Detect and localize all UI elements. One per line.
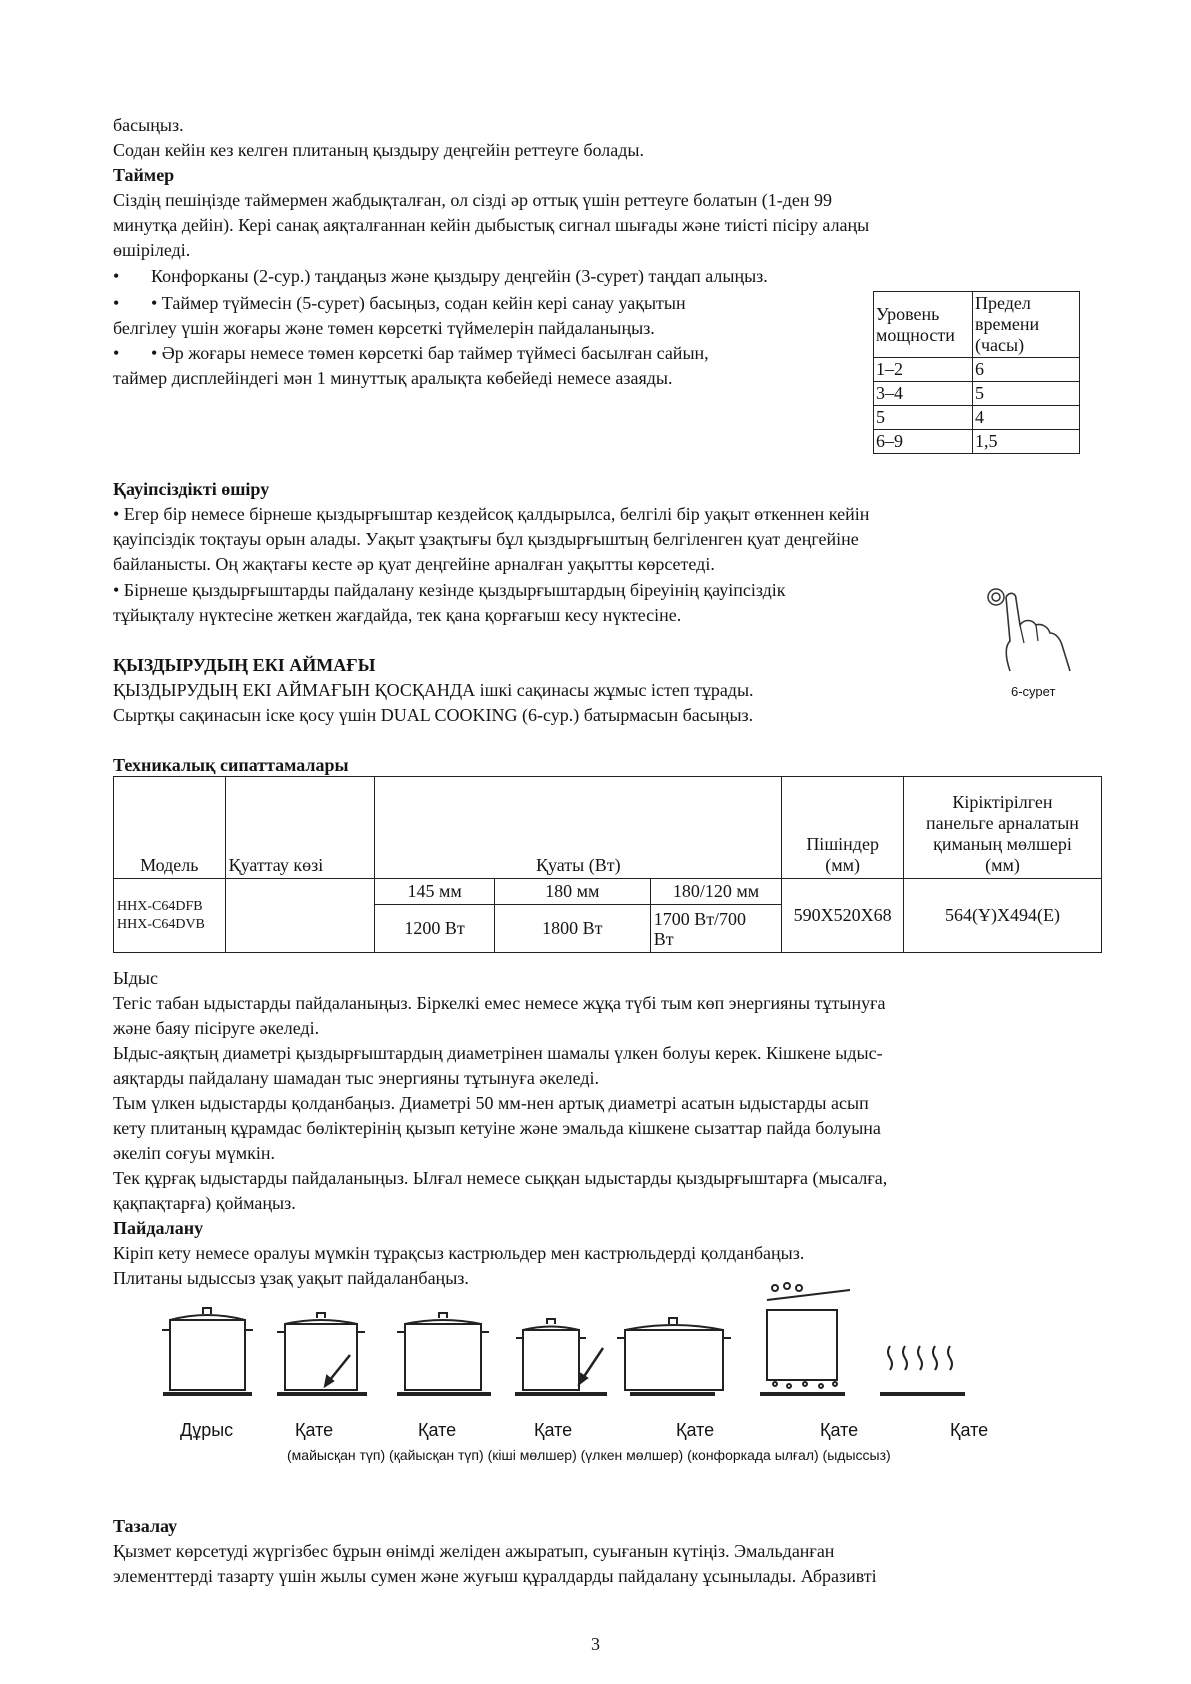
spec-size-cell: 145 мм [375, 879, 495, 905]
table-cell: 4 [973, 406, 1080, 430]
pot-label-3: Қате [418, 1420, 457, 1440]
usage-text-2: Плитаны ыдыссыз ұзақ уақыт пайдаланбаңыз. [113, 1268, 469, 1288]
spec-header-power: Қуаты (Вт) [375, 777, 782, 879]
bullet-mark: • [113, 343, 120, 363]
usage-heading: Пайдалану [113, 1218, 204, 1238]
cleaning-text-2: элементтерді тазарту үшін жылы сумен және жуғыш құралдарды пайдалану ұсынылады. Абразивті [113, 1566, 877, 1586]
spec-power-cell: 1200 Вт [375, 905, 495, 953]
pot-label-1: Дұрыс [180, 1420, 234, 1440]
intro-line-1: басыңыз. [113, 115, 184, 135]
timer-text-2: минутқа дейін). Кері санақ аяқталғаннан кейін дыбыстық сигнал шығады және тиісті пісіру алаңы [113, 215, 870, 235]
safety-text-5: тұйықталу нүктесіне жеткен жағдайда, тек қана қорғағыш кесу нүктесіне. [113, 605, 682, 625]
table-row [114, 777, 1102, 879]
spec-cutout-cell: 564(Ұ)Х494(Е) [903, 879, 1101, 953]
table-header-cell: Предел времени (часы) [973, 292, 1080, 358]
spec-heading: Техникалық сипаттамалары [113, 755, 349, 775]
safety-text-4: • Бірнеше қыздырғыштарды пайдалану кезінде қыздырғыштардың біреуінің қауіпсіздік [113, 580, 786, 600]
pot-label-4: Қате [534, 1420, 573, 1440]
cleaning-heading: Тазалау [113, 1516, 178, 1536]
pot-small-size-icon [515, 1319, 607, 1394]
page-number: 3 [591, 1634, 600, 1654]
table-row [874, 430, 1080, 454]
pot-label-6: Қате [820, 1420, 859, 1440]
table-cell: 6–9 [874, 430, 973, 454]
table-row [114, 879, 1102, 905]
timer-bullet-3-text: • Әр жоғары немесе төмен көрсеткі бар таймер түймесі басылған сайын, [151, 343, 709, 363]
table-row [874, 358, 1080, 382]
timer-bullet-2 [113, 291, 686, 316]
spec-table [113, 776, 1102, 953]
cookware-illustration [155, 1280, 1055, 1415]
spec-header-cutout: Кіріктірілген панельге арналатын қиманың мөлшері (мм) [903, 777, 1101, 879]
spec-power-source-cell [225, 879, 375, 953]
spec-dims-cell: 590Х520Х68 [782, 879, 904, 953]
finger-press-icon [980, 583, 1100, 673]
spec-header-dims: Пішіндер (мм) [782, 777, 904, 879]
timer-bullet-2-cont: белгілеу үшін жоғары және төмен көрсеткі түймелерін пайдаланыңыз. [113, 318, 655, 338]
safety-heading: Қауіпсіздікті өшіру [113, 479, 270, 499]
intro-line-2: Содан кейін кез келген плитаның қыздыру деңгейін реттеуге болады. [113, 140, 645, 160]
safety-text-1: • Егер бір немесе бірнеше қыздырғыштар кездейсоқ қалдырылса, белгілі бір уақыт өткеннен кейін [113, 504, 870, 524]
cookware-text-9: қақпақтарға) қоймаңыз. [113, 1193, 296, 1213]
pot-label-5: Қате [676, 1420, 715, 1440]
cookware-text-1: Тегіс табан ыдыстарды пайдаланыңыз. Біркелкі емес немесе жұқа түбі тым көп энергияны тұтынуға [113, 993, 886, 1013]
usage-text-1: Кіріп кету немесе оралуы мүмкін тұрақсыз кастрюльдер мен кастрюльдерді қолданбаңыз. [113, 1243, 805, 1263]
table-cell: 6 [973, 358, 1080, 382]
burner-empty-icon [880, 1346, 965, 1394]
table-row [874, 382, 1080, 406]
pot-large-size-icon [617, 1318, 731, 1394]
pot-warped-bottom-icon [277, 1313, 367, 1394]
timer-bullet-3-cont: таймер дисплейіндегі мән 1 минуттық аралықта көбейеді немесе азаяды. [113, 368, 673, 388]
table-row [874, 292, 1080, 358]
spec-power-cell: 1800 Вт [494, 905, 650, 953]
timer-text-3: өшіріледі. [113, 240, 191, 260]
timer-heading: Таймер [113, 165, 175, 185]
dual-text-2: Сыртқы сақинасын іске қосу үшін DUAL COOKING (6-сур.) батырмасын басыңыз. [113, 705, 754, 725]
pot-notes: (майысқан түп) (қайысқан түп) (кіші мөлшер) (үлкен мөлшер) (конфоркада ылғал) (ыдыссыз) [287, 1447, 891, 1463]
pot-correct-icon [162, 1308, 253, 1394]
spec-power-cell: 1700 Вт/700 Вт [650, 905, 782, 953]
cookware-text-5: Тым үлкен ыдыстарды қолданбаңыз. Диаметрі 50 мм-нен артық диаметрі асатын ыдыстарды асып [113, 1093, 869, 1113]
table-cell: 1–2 [874, 358, 973, 382]
figure-6-caption: 6-сурет [1011, 684, 1056, 699]
pot-bent-bottom-icon [397, 1313, 491, 1394]
timer-bullet-1-text: Конфорканы (2-сур.) таңдаңыз және қыздыру деңгейін (3-сурет) таңдап алыңыз. [151, 266, 768, 286]
safety-text-2: қауіпсіздік тоқтауы орын алады. Уақыт ұзақтығы бұл қыздырғыштың белгіленген қуат деңгейіне [113, 529, 859, 549]
cookware-text-2: және баяу пісіруге әкеледі. [113, 1018, 320, 1038]
cleaning-text-1: Қызмет көрсетуді жүргізбес бұрын өнімді желіден ажыратып, суығанын күтіңіз. Эмальданған [113, 1541, 835, 1561]
spec-header-model: Модель [114, 777, 226, 879]
table-row [874, 406, 1080, 430]
timer-text-1: Сіздің пешіңізде таймермен жабдықталған, ол сізді әр оттық үшін реттеуге болатын (1-ден 99 [113, 190, 832, 210]
table-cell: 3–4 [874, 382, 973, 406]
cookware-heading: Ыдыс [113, 968, 158, 988]
spec-size-cell: 180/120 мм [650, 879, 782, 905]
timer-bullet-2-text: • Таймер түймесін (5-сурет) басыңыз, содан кейін кері санау уақытын [151, 293, 686, 313]
dual-text-1: ҚЫЗДЫРУДЫҢ ЕКІ АЙМАҒЫН ҚОСҚАНДА ішкі сақинасы жұмыс істеп тұрады. [113, 680, 754, 700]
cookware-text-6: кету плитаның құрамдас бөліктерінің қызып кетуіне және эмальда кішкене сызаттар пайда болуына [113, 1118, 881, 1138]
timer-bullet-1 [113, 264, 768, 289]
time-limit-table [873, 291, 1080, 454]
pot-label-7: Қате [950, 1420, 989, 1440]
spec-size-cell: 180 мм [494, 879, 650, 905]
pot-label-2: Қате [295, 1420, 334, 1440]
table-cell: 5 [973, 382, 1080, 406]
bullet-mark: • [113, 293, 120, 313]
timer-bullet-3 [113, 341, 709, 366]
table-cell: 5 [874, 406, 973, 430]
pot-wet-burner-icon [760, 1283, 850, 1394]
cookware-text-4: аяқтарды пайдалану шамадан тыс энергияны тұтынуға әкеледі. [113, 1068, 599, 1088]
table-header-cell: Уровень мощности [874, 292, 973, 358]
table-cell: 1,5 [973, 430, 1080, 454]
cookware-text-8: Тек құрғақ ыдыстарды пайдаланыңыз. Ылғал немесе сыққан ыдыстарды қыздырғыштарға (мысалға, [113, 1168, 888, 1188]
spec-header-power-source: Қуаттау көзі [225, 777, 375, 879]
bullet-mark: • [113, 266, 120, 286]
cookware-text-7: әкеліп соғуы мүмкін. [113, 1143, 276, 1163]
cookware-text-3: Ыдыс-аяқтың диаметрі қыздырғыштардың диаметрінен шамалы үлкен болуы керек. Кішкене ыдыс- [113, 1043, 883, 1063]
safety-text-3: байланысты. Оң жақтағы кесте әр қуат деңгейіне арналған уақытты көрсетеді. [113, 554, 715, 574]
dual-heading: ҚЫЗДЫРУДЫҢ ЕКІ АЙМАҒЫ [113, 655, 376, 675]
spec-model-cell: HHX-C64DFB HHX-C64DVB [114, 879, 226, 953]
